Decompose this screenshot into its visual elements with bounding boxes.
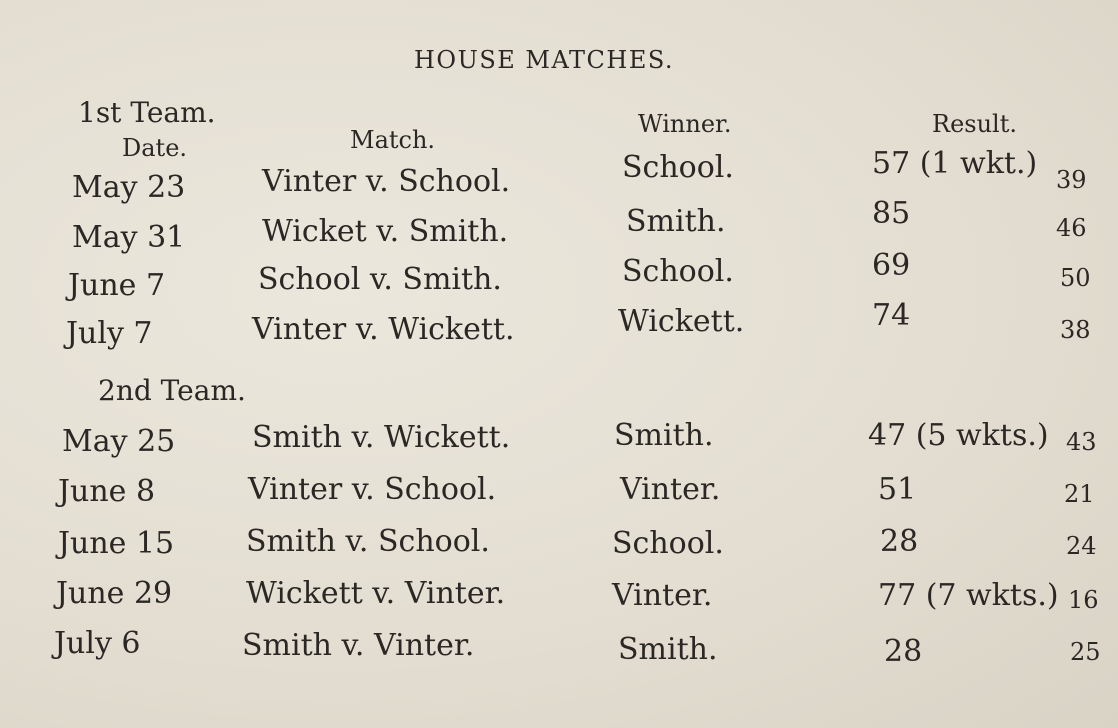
column-header-result: Result. (932, 110, 1017, 138)
result-cell: 28 (884, 634, 923, 669)
match-cell: Vinter v. School. (262, 164, 511, 199)
date-cell: June 15 (58, 526, 175, 561)
team-heading-1st: 1st Team. (78, 96, 216, 129)
match-cell: Vinter v. School. (248, 472, 497, 507)
result-cell: 28 (880, 524, 919, 559)
winner-cell: Vinter. (620, 472, 721, 507)
result-cell: 74 (872, 298, 911, 333)
date-cell: July 6 (54, 626, 141, 661)
loser-score-cell: 46 (1056, 214, 1087, 242)
date-cell: July 7 (66, 316, 153, 351)
winner-cell: Vinter. (612, 578, 713, 613)
date-cell: May 31 (72, 220, 186, 255)
result-cell: 85 (872, 196, 911, 231)
loser-score-cell: 38 (1060, 316, 1091, 344)
match-cell: Smith v. Vinter. (242, 628, 475, 663)
column-header-winner: Winner. (638, 110, 732, 138)
winner-cell: School. (612, 526, 724, 561)
winner-cell: School. (622, 150, 734, 185)
winner-cell: School. (622, 254, 734, 289)
match-cell: Smith v. Wickett. (252, 420, 511, 455)
column-header-match: Match. (350, 126, 436, 154)
loser-score-cell: 39 (1056, 166, 1087, 194)
team-heading-2nd: 2nd Team. (98, 374, 246, 407)
loser-score-cell: 43 (1066, 428, 1097, 456)
result-cell: 69 (872, 248, 911, 283)
date-cell: May 25 (62, 424, 176, 459)
match-cell: Vinter v. Wickett. (252, 312, 515, 347)
result-cell: 57 (1 wkt.) (872, 146, 1038, 181)
loser-score-cell: 50 (1060, 264, 1091, 292)
match-cell: Wicket v. Smith. (262, 214, 509, 249)
winner-cell: Smith. (626, 204, 726, 239)
winner-cell: Smith. (618, 632, 718, 667)
winner-cell: Smith. (614, 418, 714, 453)
loser-score-cell: 25 (1070, 638, 1101, 666)
match-cell: Wickett v. Vinter. (246, 576, 506, 611)
result-cell: 47 (5 wkts.) (868, 418, 1049, 453)
loser-score-cell: 16 (1068, 586, 1099, 614)
match-cell: School v. Smith. (258, 262, 502, 297)
date-cell: June 29 (56, 576, 173, 611)
date-cell: June 8 (58, 474, 156, 509)
loser-score-cell: 21 (1064, 480, 1095, 508)
date-cell: May 23 (72, 170, 186, 205)
column-header-date: Date. (122, 134, 188, 162)
winner-cell: Wickett. (618, 304, 745, 339)
result-cell: 51 (878, 472, 917, 507)
match-cell: Smith v. School. (246, 524, 490, 559)
result-cell: 77 (7 wkts.) (878, 578, 1059, 613)
date-cell: June 7 (68, 268, 166, 303)
loser-score-cell: 24 (1066, 532, 1097, 560)
page-title: HOUSE MATCHES. (414, 46, 675, 74)
